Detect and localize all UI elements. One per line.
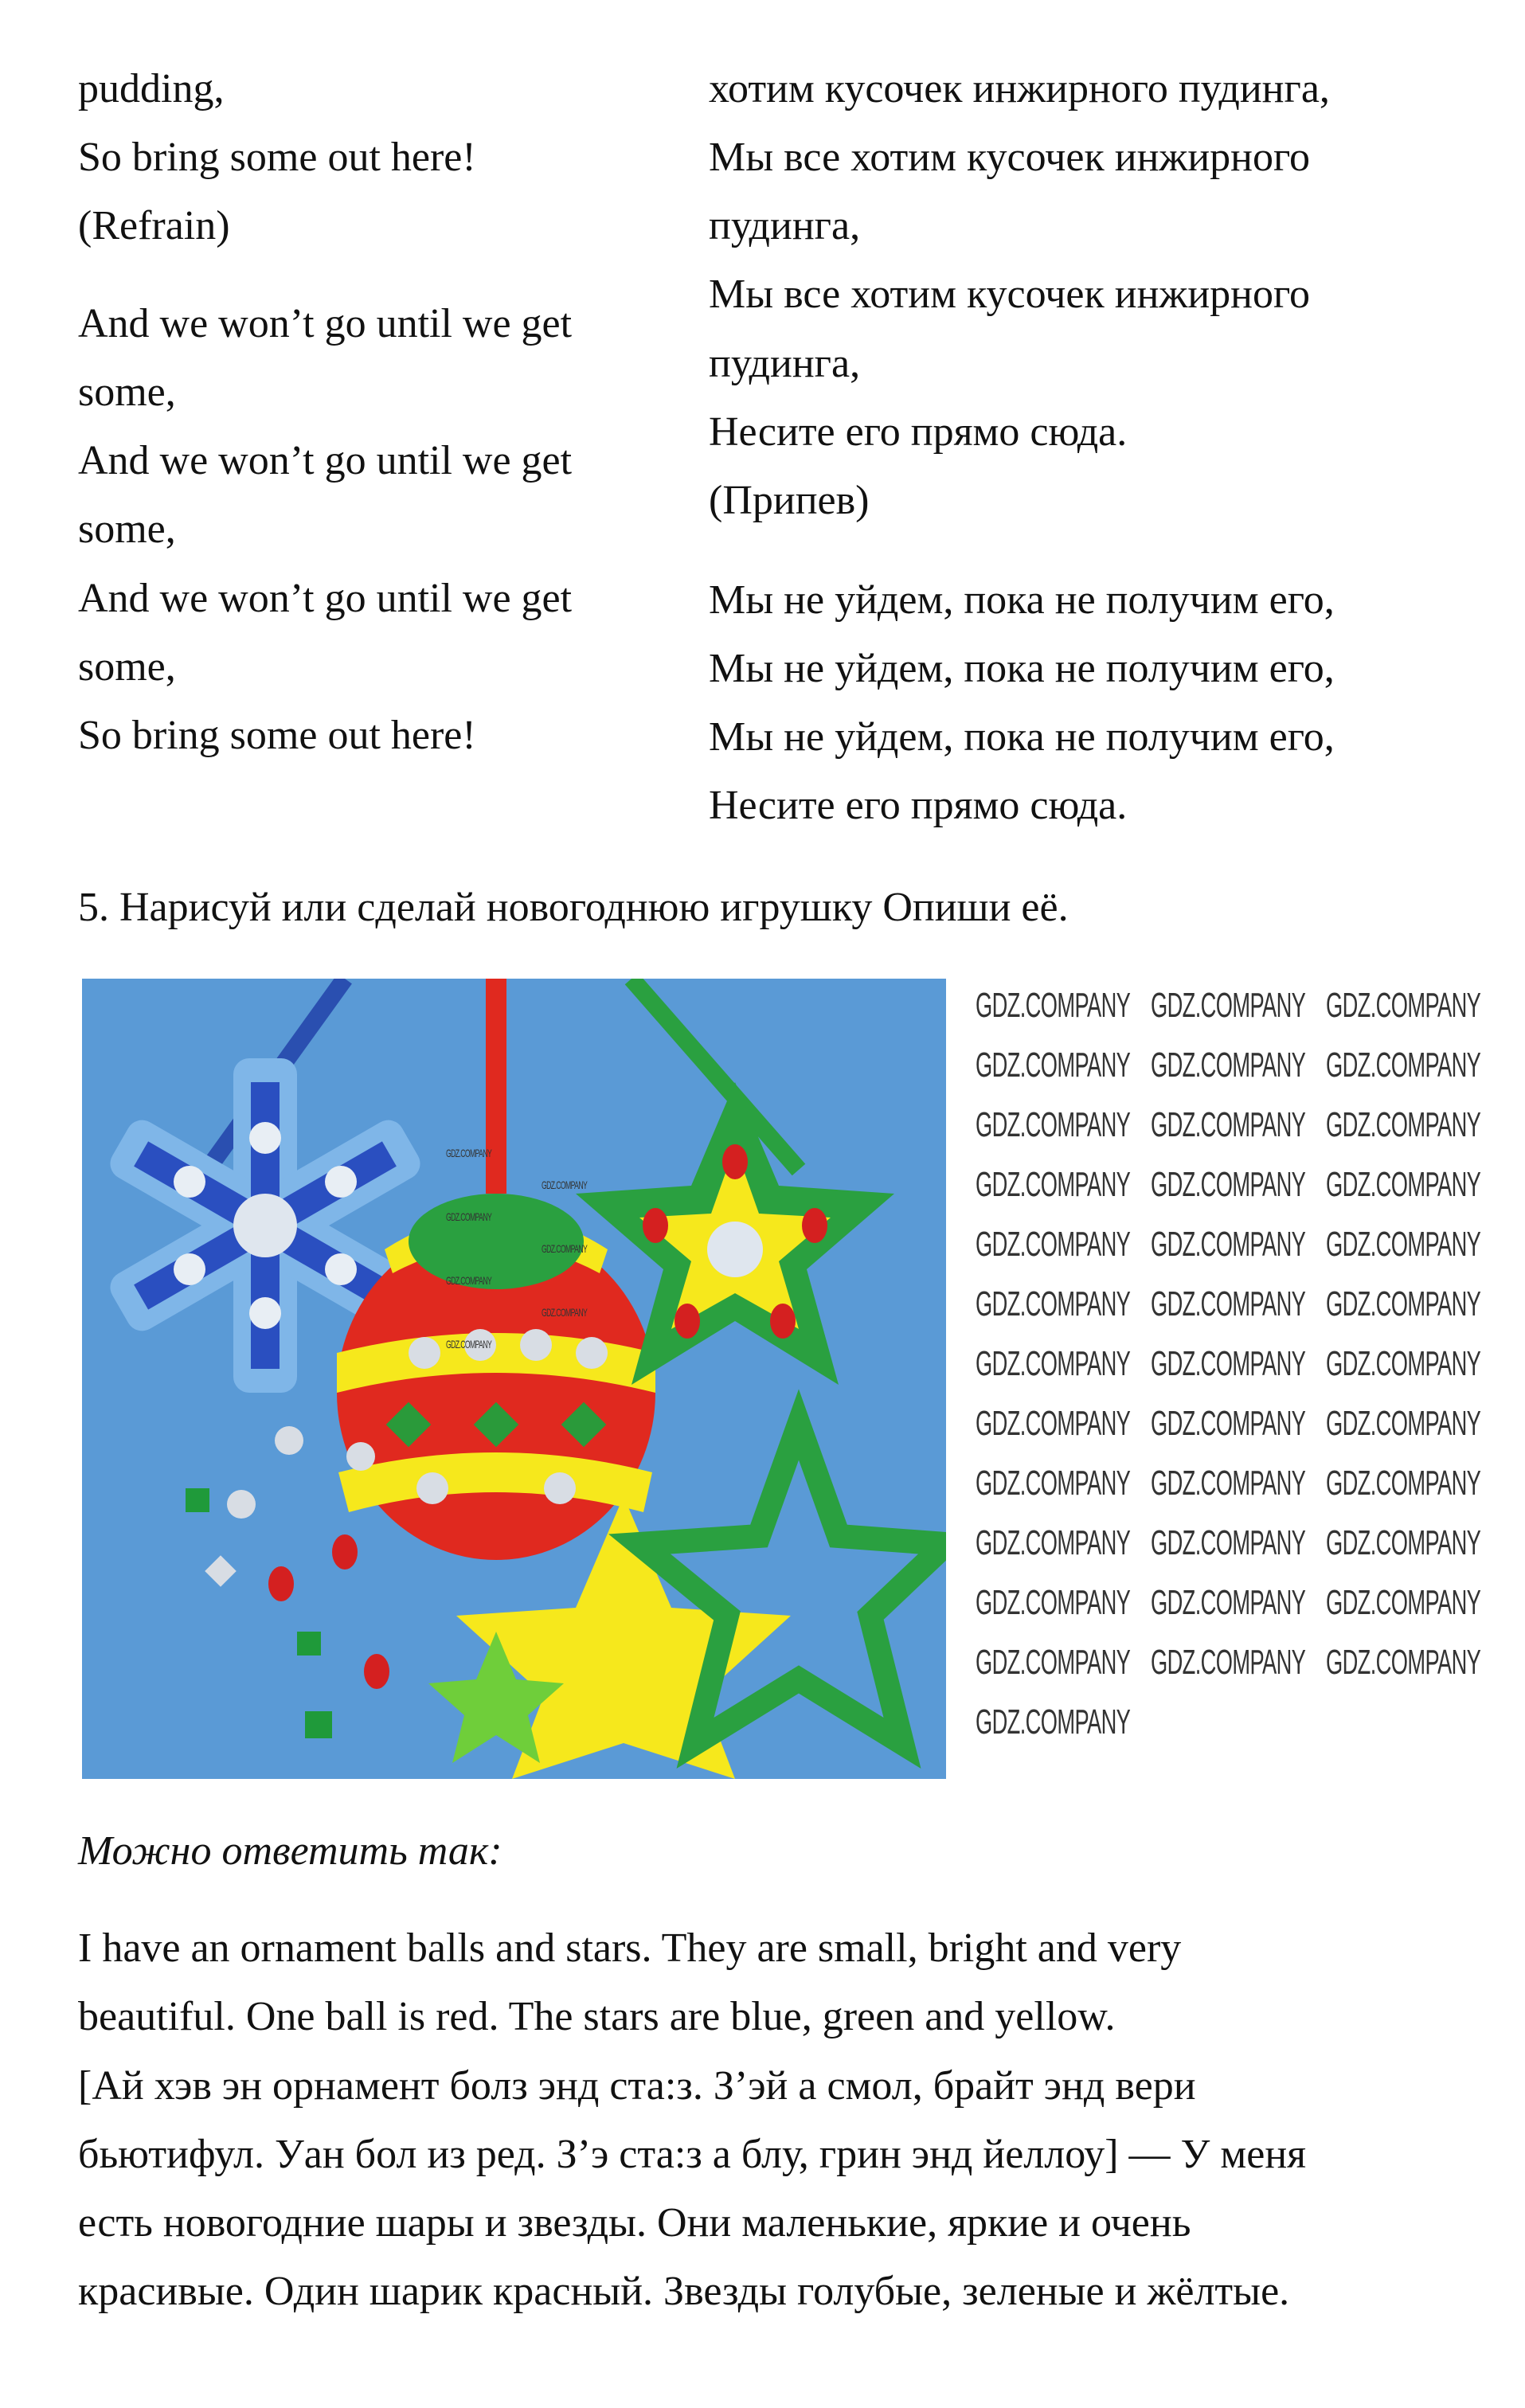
lyric-translation-line: пудинга,: [709, 341, 861, 386]
watermark-text: GDZ.COMPANY: [976, 1404, 1131, 1443]
lyric-translation-line: Несите его прямо сюда.: [709, 783, 1128, 828]
watermark-text: GDZ.COMPANY: [1151, 1165, 1306, 1204]
watermark-text-small: GDZ.COMPANY: [542, 1179, 588, 1191]
lyric-line: some,: [78, 369, 176, 415]
watermark-text: GDZ.COMPANY: [1151, 986, 1306, 1025]
lyric-line: some,: [78, 506, 176, 552]
watermark-text: GDZ.COMPANY: [1326, 1105, 1481, 1144]
watermark-text: GDZ.COMPANY: [976, 1702, 1131, 1742]
watermark-text-small: GDZ.COMPANY: [446, 1338, 492, 1351]
watermark-text: GDZ.COMPANY: [1326, 1046, 1481, 1085]
watermark-text: GDZ.COMPANY: [976, 1225, 1131, 1264]
answer-line: [Ай хэв эн орнамент болз энд ста:з. З’эй а смол, брайт энд вери: [78, 2063, 1196, 2109]
watermark-text-small: GDZ.COMPANY: [446, 1274, 492, 1287]
watermark-text: GDZ.COMPANY: [1151, 1105, 1306, 1144]
lyric-line: pudding,: [78, 66, 225, 111]
watermark-text: GDZ.COMPANY: [976, 1284, 1131, 1323]
watermark-text: GDZ.COMPANY: [1326, 1284, 1481, 1323]
lyric-line: some,: [78, 644, 176, 690]
lyric-translation-line: (Припев): [709, 478, 870, 523]
answer-intro: Можно ответить так:: [78, 1828, 502, 1874]
watermark-text: GDZ.COMPANY: [1151, 1404, 1306, 1443]
lyric-translation-line: пудинга,: [709, 203, 861, 248]
lyric-line: And we won’t go until we get: [78, 301, 573, 346]
lyric-line: And we won’t go until we get: [78, 576, 573, 621]
watermark-text: GDZ.COMPANY: [976, 1165, 1131, 1204]
watermark-text-small: GDZ.COMPANY: [446, 1147, 492, 1159]
watermark-text: GDZ.COMPANY: [1151, 1464, 1306, 1503]
watermark-text: GDZ.COMPANY: [976, 1464, 1131, 1503]
ornaments-photo: [82, 979, 946, 1779]
lyric-translation-line: хотим кусочек инжирного пудинга,: [709, 66, 1330, 111]
watermark-text: GDZ.COMPANY: [1326, 1643, 1481, 1682]
answer-line: beautiful. One ball is red. The stars are blue, green and yellow.: [78, 1994, 1116, 2039]
watermark-text: GDZ.COMPANY: [1326, 1165, 1481, 1204]
lyric-line: And we won’t go until we get: [78, 438, 573, 483]
lyric-translation-line: Мы не уйдем, пока не получим его,: [709, 577, 1335, 623]
watermark-text: GDZ.COMPANY: [976, 1523, 1131, 1562]
watermark-text: GDZ.COMPANY: [1151, 1344, 1306, 1383]
watermark-text: GDZ.COMPANY: [1151, 1643, 1306, 1682]
answer-line: есть новогодние шары и звезды. Они маленькие, яркие и очень: [78, 2200, 1191, 2246]
watermark-text: GDZ.COMPANY: [1151, 1284, 1306, 1323]
answer-line: бьютифул. Уан бол из ред. З’э ста:з а блу, грин энд йеллоу] — У меня: [78, 2132, 1307, 2177]
watermark-text: GDZ.COMPANY: [976, 1046, 1131, 1085]
lyric-translation-line: Мы все хотим кусочек инжирного: [709, 135, 1311, 180]
watermark-text: GDZ.COMPANY: [1326, 1464, 1481, 1503]
watermark-text: GDZ.COMPANY: [1151, 1225, 1306, 1264]
watermark-text: GDZ.COMPANY: [1151, 1046, 1306, 1085]
watermark-text: GDZ.COMPANY: [976, 1344, 1131, 1383]
watermark-text: GDZ.COMPANY: [1151, 1583, 1306, 1622]
watermark-text: GDZ.COMPANY: [976, 1105, 1131, 1144]
watermark-text: GDZ.COMPANY: [976, 1583, 1131, 1622]
lyric-translation-line: Мы не уйдем, пока не получим его,: [709, 646, 1335, 691]
answer-line: красивые. Один шарик красный. Звезды голубые, зеленые и жёлтые.: [78, 2269, 1290, 2314]
answer-line: I have an ornament balls and stars. They are small, bright and very: [78, 1925, 1182, 1971]
watermark-text: GDZ.COMPANY: [1326, 1404, 1481, 1443]
watermark-text: GDZ.COMPANY: [1151, 1523, 1306, 1562]
watermark-text: GDZ.COMPANY: [1326, 1583, 1481, 1622]
watermark-text: GDZ.COMPANY: [1326, 1225, 1481, 1264]
watermark-text: GDZ.COMPANY: [1326, 1523, 1481, 1562]
watermark-text: GDZ.COMPANY: [1326, 986, 1481, 1025]
lyric-translation-line: Мы все хотим кусочек инжирного: [709, 272, 1311, 317]
watermark-text-small: GDZ.COMPANY: [446, 1210, 492, 1223]
task-heading: 5. Нарисуй или сделай новогоднюю игрушку Опиши её.: [78, 885, 1069, 930]
lyric-translation-line: Мы не уйдем, пока не получим его,: [709, 714, 1335, 760]
watermark-text: GDZ.COMPANY: [976, 986, 1131, 1025]
watermark-text-small: GDZ.COMPANY: [542, 1242, 588, 1255]
watermark-text-small: GDZ.COMPANY: [542, 1306, 588, 1319]
watermark-text: GDZ.COMPANY: [1326, 1344, 1481, 1383]
lyric-line: So bring some out here!: [78, 135, 476, 180]
watermark-text: GDZ.COMPANY: [976, 1643, 1131, 1682]
lyric-translation-line: Несите его прямо сюда.: [709, 409, 1128, 455]
lyric-line: (Refrain): [78, 203, 230, 248]
lyric-line: So bring some out here!: [78, 713, 476, 758]
